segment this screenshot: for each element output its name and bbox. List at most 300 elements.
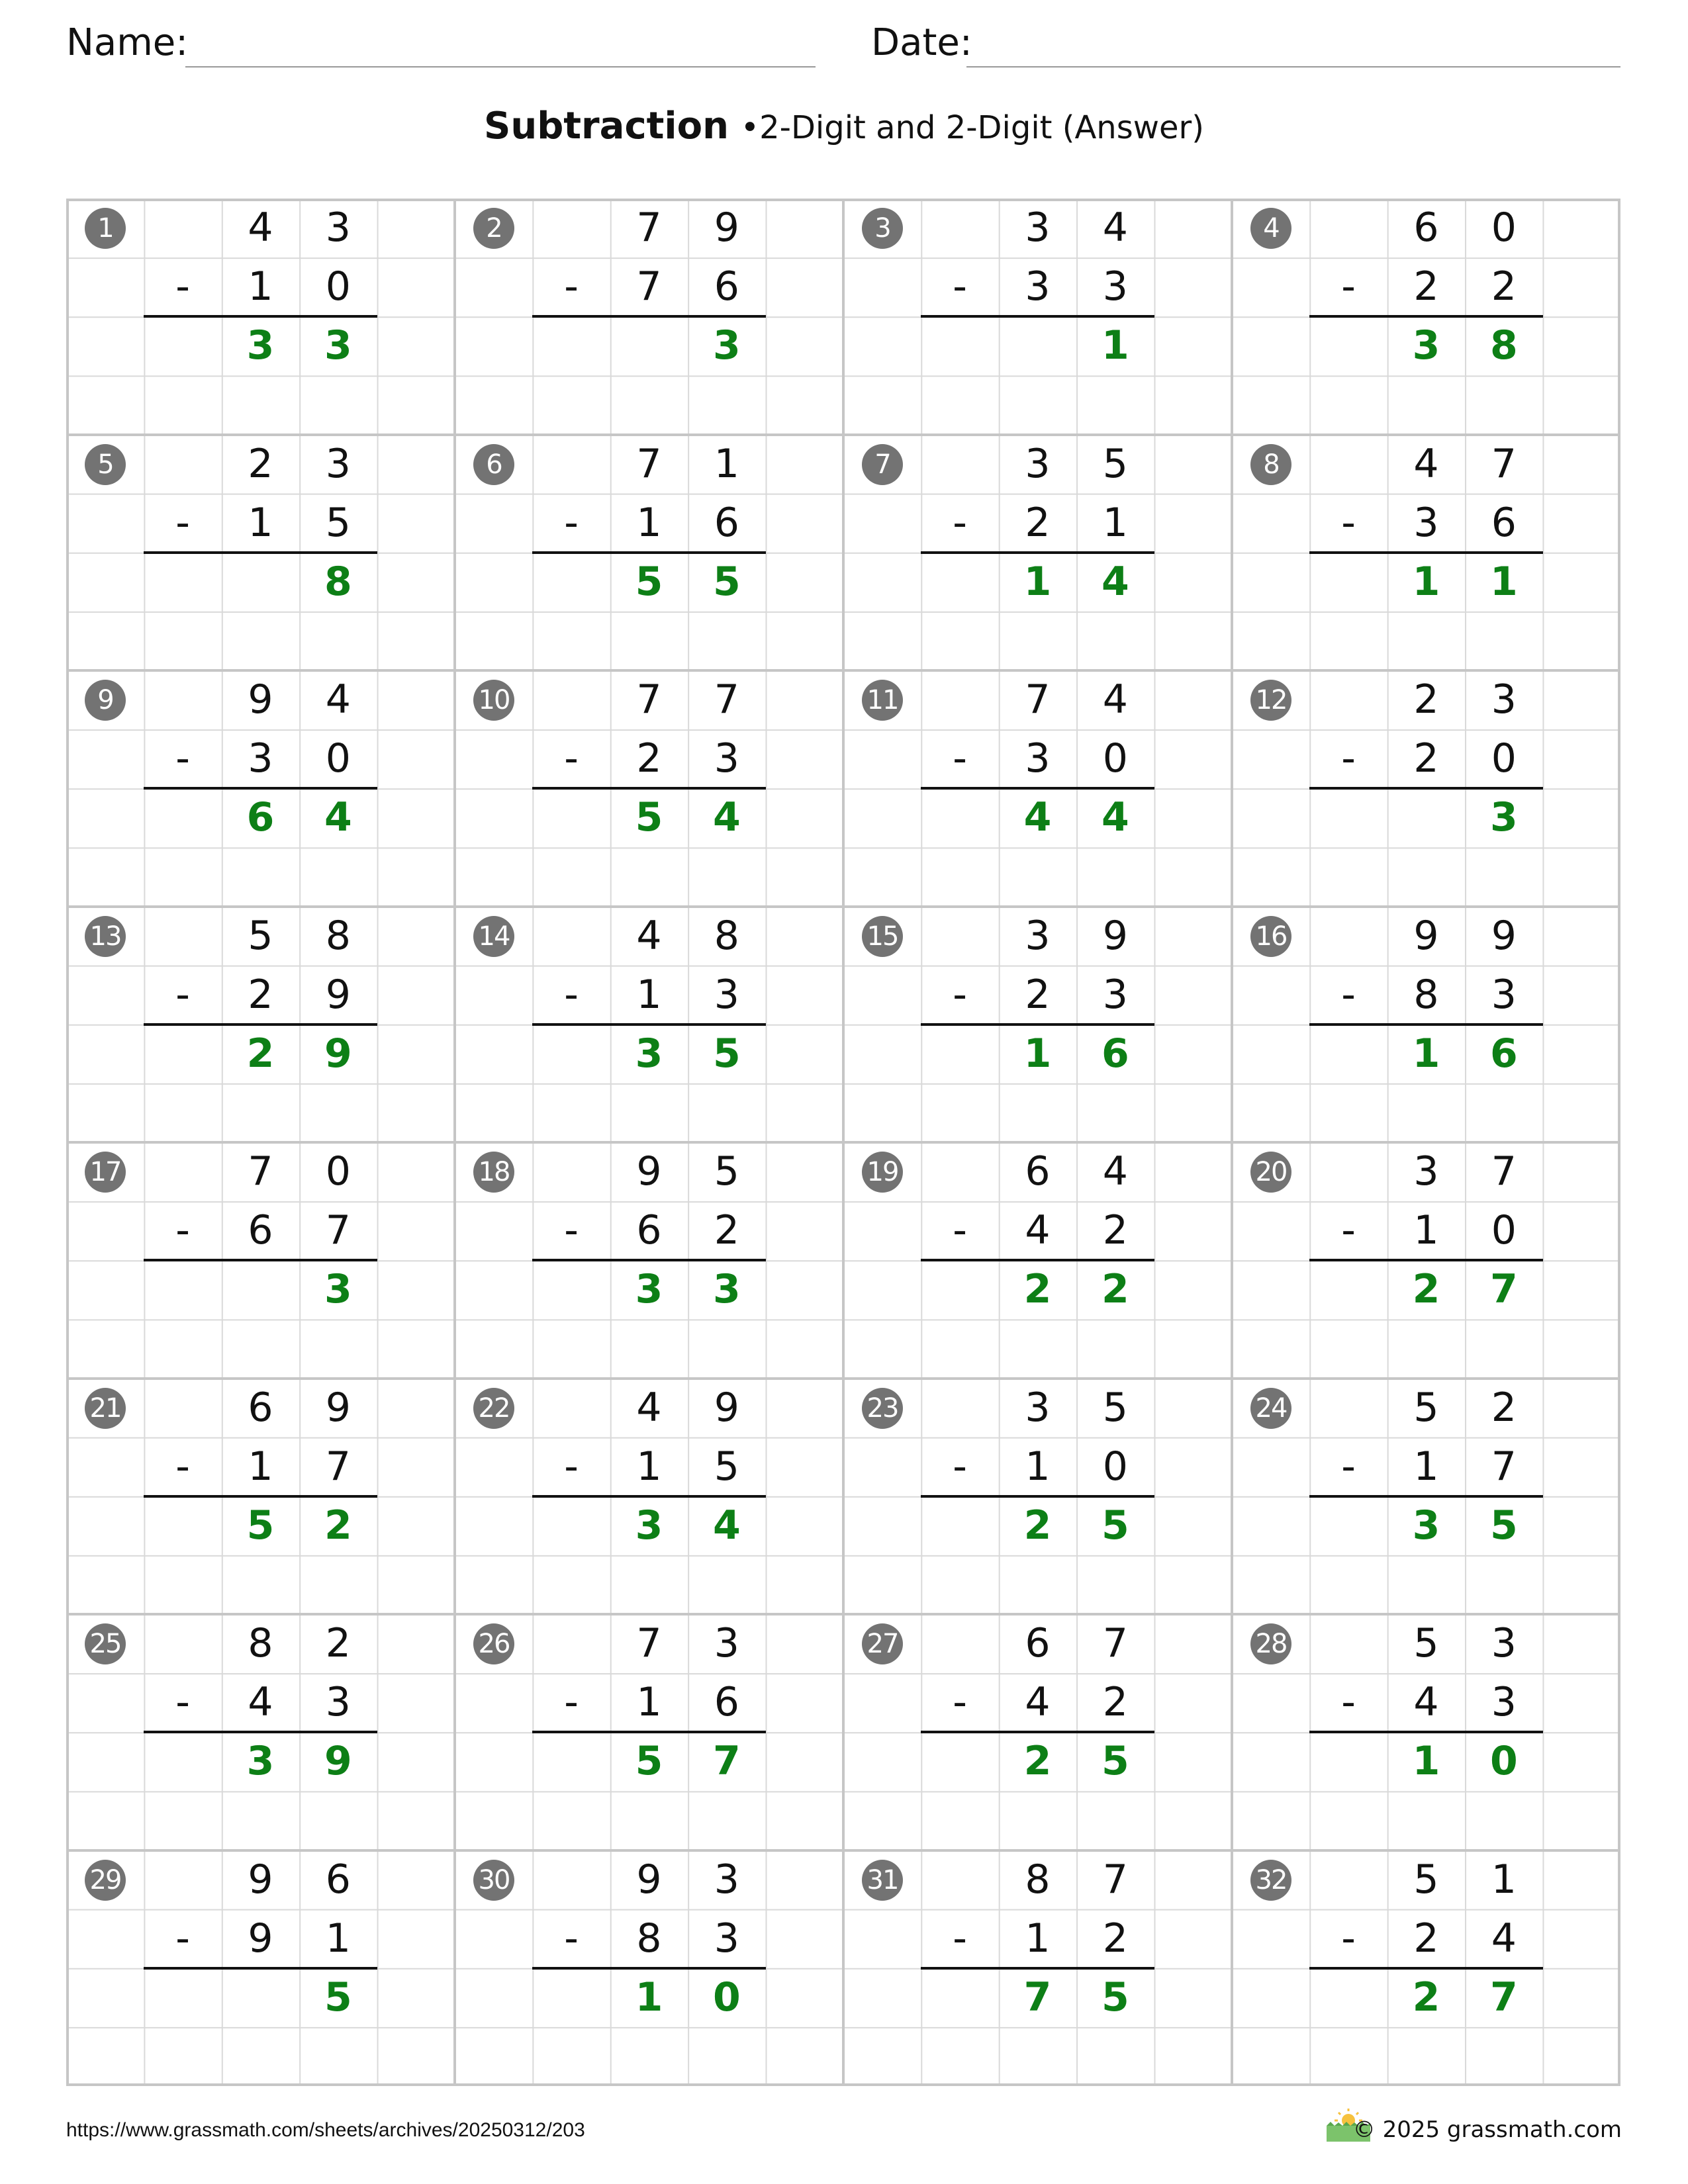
top-ones-digit: 2 [1491,1384,1517,1431]
minus-sign: - [953,263,967,310]
answer-ones-digit: 6 [1102,1030,1129,1077]
answer-tens-digit: 3 [635,1030,663,1077]
minus-sign: - [564,263,579,310]
problem-number-badge: 3 [862,208,903,249]
problem-block [1232,1142,1620,1379]
row-separator [66,433,1620,436]
bottom-ones-digit: 4 [1491,1915,1517,1962]
bottom-tens-digit: 1 [636,1679,662,1726]
top-ones-digit: 8 [325,912,351,959]
answer-tens-digit: 7 [1023,1974,1052,2021]
bottom-ones-digit: 3 [1491,1679,1517,1726]
problem-number-badge: 16 [1250,916,1291,957]
top-ones-digit: 7 [1102,1620,1128,1666]
problem-number-badge: 29 [85,1860,126,1901]
date-line [966,66,1620,68]
problem-block [66,907,455,1143]
top-ones-digit: 8 [714,912,739,959]
top-ones-digit: 3 [1491,676,1517,723]
answer-ones-digit: 5 [324,1974,352,2021]
row-separator [66,1613,1620,1615]
answer-tens-digit: 2 [246,1030,275,1077]
minus-sign: - [953,1207,967,1254]
problem-number-badge: 14 [473,916,514,957]
problem-number-badge: 25 [85,1623,126,1664]
top-tens-digit: 6 [248,1384,273,1431]
bottom-tens-digit: 9 [248,1915,273,1962]
bottom-tens-digit: 1 [636,971,662,1018]
answer-tens-digit: 3 [635,1502,663,1549]
minus-sign: - [175,1679,190,1726]
minus-sign: - [953,971,967,1018]
problem-number-badge: 9 [85,680,126,721]
bottom-tens-digit: 7 [636,263,662,310]
bottom-ones-digit: 0 [325,263,351,310]
bottom-ones-digit: 2 [1102,1679,1128,1726]
answer-ones-digit: 0 [1490,1738,1518,1785]
problem-number-badge: 27 [862,1623,903,1664]
minus-sign: - [564,971,579,1018]
bottom-ones-digit: 5 [325,499,351,546]
bottom-tens-digit: 1 [1025,1443,1051,1490]
answer-tens-digit: 5 [635,1738,663,1785]
top-tens-digit: 9 [636,1148,662,1195]
bottom-ones-digit: 3 [714,971,739,1018]
top-ones-digit: 1 [714,440,739,487]
problem-number-badge: 32 [1250,1860,1291,1901]
bottom-tens-digit: 3 [1413,499,1439,546]
bottom-ones-digit: 7 [325,1443,351,1490]
answer-tens-digit: 3 [635,1266,663,1313]
bottom-ones-digit: 0 [1102,735,1128,782]
problem-number-badge: 23 [862,1388,903,1429]
bottom-tens-digit: 1 [1413,1443,1439,1490]
top-tens-digit: 6 [1025,1148,1051,1195]
problem-number-badge: 4 [1250,208,1291,249]
title-main: Subtraction [484,105,729,148]
problem-number-badge: 8 [1250,444,1291,485]
title-sub: 2-Digit and 2-Digit (Answer) [759,109,1204,146]
bottom-ones-digit: 2 [1491,263,1517,310]
answer-ones-digit: 6 [1490,1030,1518,1077]
answer-ones-digit: 9 [324,1738,352,1785]
bottom-ones-digit: 1 [325,1915,351,1962]
top-ones-digit: 3 [714,1620,739,1666]
answer-ones-digit: 7 [1490,1266,1518,1313]
bottom-tens-digit: 6 [636,1207,662,1254]
answer-tens-digit [999,316,1076,375]
answer-tens-digit [222,1968,299,2027]
minus-sign: - [175,1207,190,1254]
row-separator [66,1141,1620,1144]
minus-sign: - [1341,1915,1356,1962]
problem-block [843,907,1232,1143]
problem-block [455,1142,843,1379]
title-bullet: • [740,109,760,146]
answer-ones-digit: 3 [324,322,352,369]
problem-number-badge: 7 [862,444,903,485]
minus-sign: - [953,499,967,546]
minus-sign: - [564,1915,579,1962]
problem-number-badge: 11 [862,680,903,721]
answer-tens-digit: 1 [1412,558,1440,605]
answer-ones-digit: 5 [1102,1974,1129,2021]
top-tens-digit: 7 [636,205,662,251]
top-tens-digit: 7 [636,440,662,487]
answer-ones-digit: 7 [1490,1974,1518,2021]
bottom-tens-digit: 1 [1025,1915,1051,1962]
bottom-ones-digit: 7 [1491,1443,1517,1490]
row-separator [66,1849,1620,1852]
top-ones-digit: 9 [1102,912,1128,959]
problem-number-badge: 30 [473,1860,514,1901]
problem-block [843,199,1232,435]
answer-tens-digit [610,316,688,375]
bottom-ones-digit: 5 [714,1443,739,1490]
minus-sign: - [953,1679,967,1726]
answer-ones-digit: 1 [1490,558,1518,605]
problem-block [1232,907,1620,1143]
answer-ones-digit: 5 [1102,1738,1129,1785]
top-ones-digit: 6 [325,1856,351,1903]
answer-tens-digit: 3 [1412,1502,1440,1549]
problem-block [455,1614,843,1850]
top-tens-digit: 4 [636,912,662,959]
problem-block [1232,1379,1620,1615]
minus-sign: - [564,1443,579,1490]
bottom-ones-digit: 0 [1491,1207,1517,1254]
bottom-tens-digit: 1 [248,263,273,310]
problem-block [455,670,843,907]
problem-number-badge: 10 [473,680,514,721]
minus-sign: - [564,735,579,782]
top-ones-digit: 3 [714,1856,739,1903]
problem-block [843,1614,1232,1850]
top-ones-digit: 5 [1102,440,1128,487]
top-tens-digit: 4 [248,205,273,251]
bottom-tens-digit: 8 [1413,971,1439,1018]
answer-tens-digit: 1 [1412,1738,1440,1785]
bottom-ones-digit: 6 [1491,499,1517,546]
problem-number-badge: 17 [85,1152,126,1193]
row-separator [66,669,1620,672]
bottom-tens-digit: 2 [248,971,273,1018]
bottom-tens-digit: 2 [1413,735,1439,782]
minus-sign: - [1341,1207,1356,1254]
bottom-tens-digit: 1 [636,1443,662,1490]
top-tens-digit: 9 [248,1856,273,1903]
top-tens-digit: 6 [1025,1620,1051,1666]
top-ones-digit: 3 [325,205,351,251]
row-separator [66,1377,1620,1380]
top-tens-digit: 5 [248,912,273,959]
bottom-tens-digit: 2 [636,735,662,782]
answer-tens-digit: 2 [1023,1266,1052,1313]
answer-tens-digit: 5 [635,558,663,605]
problem-number-badge: 28 [1250,1623,1291,1664]
minus-sign: - [564,499,579,546]
minus-sign: - [1341,1443,1356,1490]
row-separator [66,905,1620,908]
answer-tens-digit [1387,788,1465,847]
top-ones-digit: 9 [325,1384,351,1431]
top-ones-digit: 3 [325,440,351,487]
problem-number-badge: 2 [473,208,514,249]
problem-block [455,1850,843,2087]
bottom-tens-digit: 1 [248,1443,273,1490]
bottom-tens-digit: 2 [1025,499,1051,546]
bottom-ones-digit: 6 [714,1679,739,1726]
problem-block [66,1850,455,2087]
problem-block [455,199,843,435]
bottom-ones-digit: 6 [714,263,739,310]
problem-block [455,435,843,671]
answer-tens-digit: 1 [1023,1030,1052,1077]
top-tens-digit: 2 [248,440,273,487]
bottom-tens-digit: 8 [636,1915,662,1962]
bottom-ones-digit: 9 [325,971,351,1018]
top-tens-digit: 5 [1413,1384,1439,1431]
top-tens-digit: 5 [1413,1856,1439,1903]
problem-number-badge: 5 [85,444,126,485]
minus-sign: - [1341,1679,1356,1726]
top-tens-digit: 7 [248,1148,273,1195]
answer-ones-digit: 5 [1490,1502,1518,1549]
bottom-tens-digit: 6 [248,1207,273,1254]
answer-ones-digit: 1 [1102,322,1129,369]
answer-ones-digit: 8 [1490,322,1518,369]
answer-ones-digit: 2 [1102,1266,1129,1313]
top-tens-digit: 9 [1413,912,1439,959]
top-ones-digit: 9 [714,205,739,251]
name-line [185,66,816,68]
problem-block [1232,1850,1620,2087]
answer-ones-digit: 4 [324,794,352,841]
answer-tens-digit: 2 [1023,1502,1052,1549]
answer-tens-digit: 3 [1412,322,1440,369]
minus-sign: - [175,1443,190,1490]
answer-ones-digit: 4 [1102,558,1129,605]
answer-tens-digit: 3 [246,322,275,369]
problem-block [1232,1614,1620,1850]
answer-ones-digit: 5 [713,558,741,605]
bottom-tens-digit: 1 [636,499,662,546]
problem-number-badge: 26 [473,1623,514,1664]
minus-sign: - [1341,971,1356,1018]
answer-tens-digit: 2 [1023,1738,1052,1785]
problem-number-badge: 31 [862,1860,903,1901]
problem-block [66,199,455,435]
bottom-ones-digit: 0 [325,735,351,782]
problem-number-badge: 19 [862,1152,903,1193]
problem-block [843,435,1232,671]
bottom-tens-digit: 1 [1413,1207,1439,1254]
answer-tens-digit: 2 [1412,1974,1440,2021]
bottom-ones-digit: 0 [1102,1443,1128,1490]
bottom-ones-digit: 3 [714,1915,739,1962]
answer-ones-digit: 8 [324,558,352,605]
top-ones-digit: 1 [1491,1856,1517,1903]
problem-block [1232,435,1620,671]
problem-number-badge: 20 [1250,1152,1291,1193]
top-tens-digit: 9 [248,676,273,723]
worksheet-title [0,105,1688,148]
top-tens-digit: 8 [1025,1856,1051,1903]
answer-ones-digit: 7 [713,1738,741,1785]
bottom-ones-digit: 6 [714,499,739,546]
bottom-tens-digit: 3 [1025,735,1051,782]
answer-tens-digit: 5 [246,1502,275,1549]
top-ones-digit: 4 [1102,1148,1128,1195]
answer-ones-digit: 5 [1102,1502,1129,1549]
minus-sign: - [953,1915,967,1962]
minus-sign: - [175,735,190,782]
problem-number-badge: 13 [85,916,126,957]
bottom-ones-digit: 3 [1102,971,1128,1018]
problem-block [843,1850,1232,2087]
answer-tens-digit: 5 [635,794,663,841]
top-tens-digit: 7 [636,1620,662,1666]
problem-block [1232,199,1620,435]
problem-number-badge: 12 [1250,680,1291,721]
answer-ones-digit: 3 [1490,794,1518,841]
problem-number-badge: 22 [473,1388,514,1429]
top-ones-digit: 0 [325,1148,351,1195]
answer-tens-digit: 1 [1023,558,1052,605]
problem-block [455,907,843,1143]
answer-tens-digit [222,553,299,612]
top-tens-digit: 2 [1413,676,1439,723]
top-ones-digit: 9 [1491,912,1517,959]
problem-number-badge: 21 [85,1388,126,1429]
top-ones-digit: 4 [325,676,351,723]
bottom-ones-digit: 0 [1491,735,1517,782]
bottom-ones-digit: 3 [1491,971,1517,1018]
top-ones-digit: 4 [1102,676,1128,723]
minus-sign: - [175,971,190,1018]
problem-block [66,1142,455,1379]
bottom-tens-digit: 4 [1413,1679,1439,1726]
top-ones-digit: 3 [1491,1620,1517,1666]
top-tens-digit: 4 [636,1384,662,1431]
answer-ones-digit: 5 [713,1030,741,1077]
top-ones-digit: 7 [1491,1148,1517,1195]
minus-sign: - [1341,263,1356,310]
answer-ones-digit: 4 [713,794,741,841]
answer-ones-digit: 0 [713,1974,741,2021]
answer-ones-digit: 4 [1102,794,1129,841]
top-ones-digit: 5 [1102,1384,1128,1431]
top-ones-digit: 5 [714,1148,739,1195]
top-ones-digit: 2 [325,1620,351,1666]
bottom-tens-digit: 2 [1413,1915,1439,1962]
minus-sign: - [175,499,190,546]
top-tens-digit: 4 [1413,440,1439,487]
footer-url: https://www.grassmath.com/sheets/archives/20250312/203 [66,2119,585,2141]
problem-number-badge: 1 [85,208,126,249]
minus-sign: - [1341,735,1356,782]
answer-tens-digit: 6 [246,794,275,841]
answer-ones-digit: 4 [713,1502,741,1549]
top-ones-digit: 9 [714,1384,739,1431]
date-label: Date: [871,21,972,64]
problem-block [843,1142,1232,1379]
bottom-ones-digit: 2 [714,1207,739,1254]
bottom-tens-digit: 1 [248,499,273,546]
top-tens-digit: 3 [1025,912,1051,959]
bottom-tens-digit: 4 [1025,1207,1051,1254]
minus-sign: - [1341,499,1356,546]
top-ones-digit: 4 [1102,205,1128,251]
minus-sign: - [175,263,190,310]
answer-tens-digit: 2 [1412,1266,1440,1313]
top-ones-digit: 7 [1491,440,1517,487]
top-ones-digit: 0 [1491,205,1517,251]
problem-block [66,435,455,671]
problem-block [66,670,455,907]
bottom-ones-digit: 2 [1102,1915,1128,1962]
problem-block [66,1379,455,1615]
minus-sign: - [564,1207,579,1254]
minus-sign: - [564,1679,579,1726]
problem-block [66,1614,455,1850]
problem-block [1232,670,1620,907]
problem-block [455,1379,843,1615]
bottom-tens-digit: 4 [1025,1679,1051,1726]
top-tens-digit: 5 [1413,1620,1439,1666]
problem-number-badge: 18 [473,1152,514,1193]
top-ones-digit: 7 [1102,1856,1128,1903]
top-ones-digit: 7 [714,676,739,723]
top-tens-digit: 7 [636,676,662,723]
bottom-tens-digit: 2 [1413,263,1439,310]
top-tens-digit: 9 [636,1856,662,1903]
answer-ones-digit: 3 [713,1266,741,1313]
top-tens-digit: 3 [1025,205,1051,251]
minus-sign: - [175,1915,190,1962]
minus-sign: - [953,735,967,782]
bottom-ones-digit: 2 [1102,1207,1128,1254]
minus-sign: - [953,1443,967,1490]
answer-ones-digit: 9 [324,1030,352,1077]
bottom-tens-digit: 3 [248,735,273,782]
top-tens-digit: 6 [1413,205,1439,251]
name-label: Name: [66,21,189,64]
answer-tens-digit: 3 [246,1738,275,1785]
top-tens-digit: 3 [1025,1384,1051,1431]
top-tens-digit: 3 [1413,1148,1439,1195]
answer-tens-digit: 1 [1412,1030,1440,1077]
answer-tens-digit: 1 [635,1974,663,2021]
bottom-ones-digit: 3 [1102,263,1128,310]
bottom-ones-digit: 1 [1102,499,1128,546]
bottom-tens-digit: 2 [1025,971,1051,1018]
problem-block [843,1379,1232,1615]
top-tens-digit: 3 [1025,440,1051,487]
problem-number-badge: 15 [862,916,903,957]
answer-ones-digit: 3 [713,322,741,369]
answer-ones-digit: 2 [324,1502,352,1549]
answer-ones-digit: 3 [324,1266,352,1313]
answer-tens-digit: 4 [1023,794,1052,841]
bottom-ones-digit: 3 [325,1679,351,1726]
bottom-ones-digit: 3 [714,735,739,782]
problem-number-badge: 24 [1250,1388,1291,1429]
answer-tens-digit [222,1260,299,1319]
bottom-tens-digit: 3 [1025,263,1051,310]
top-tens-digit: 8 [248,1620,273,1666]
bottom-tens-digit: 4 [248,1679,273,1726]
